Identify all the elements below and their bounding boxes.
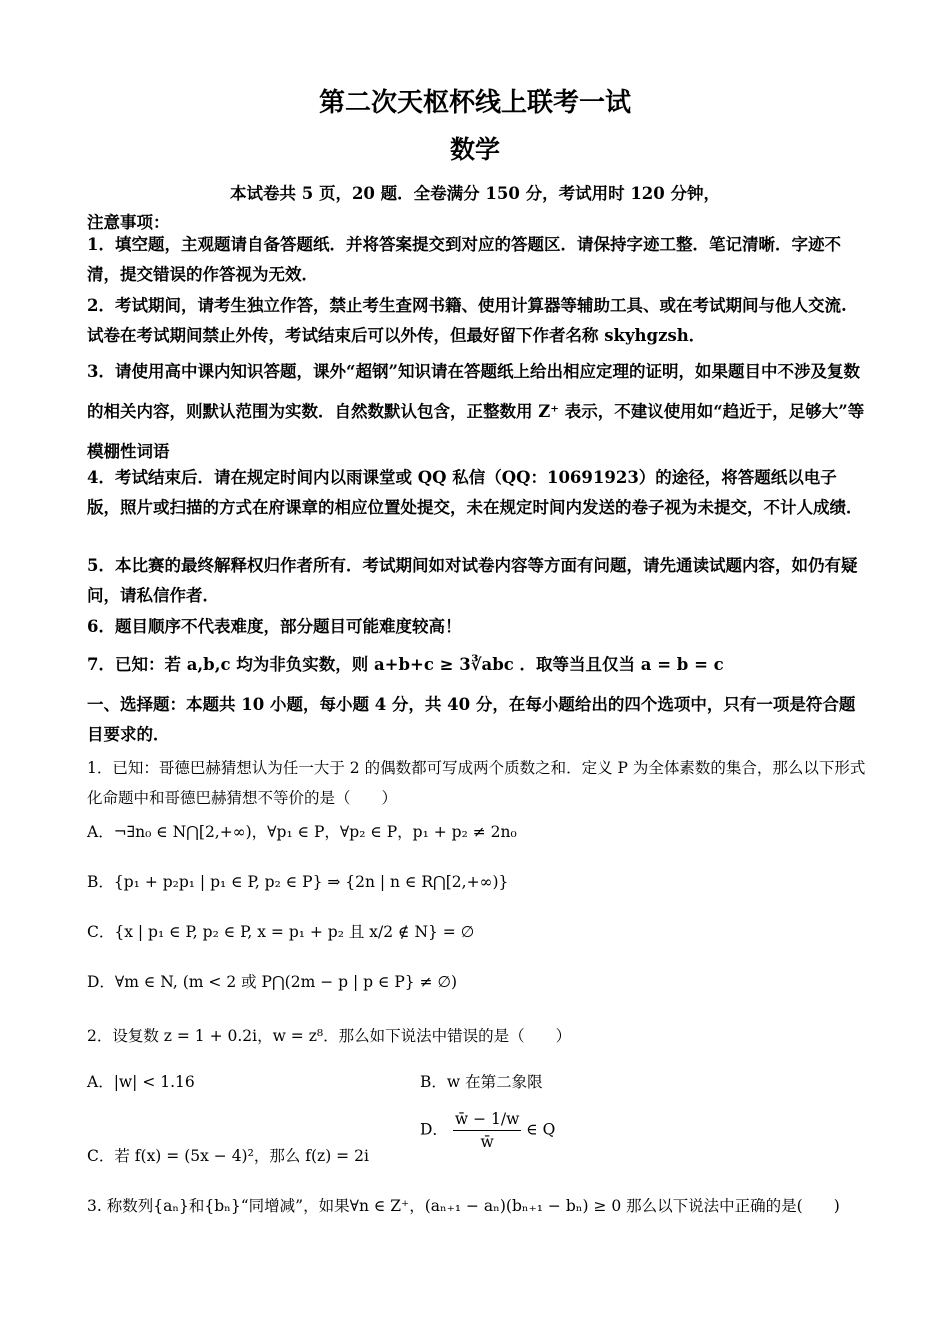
notice-3: 3．请使用高中课内知识答题，课外“超钢”知识请在答题纸上给出相应定理的证明，如果题目中不涉及复数的相关内容，则默认范围为实数．自然数默认包含，正整数用 Z⁺ 表示，不建议使用如“趋近于，足够大”等模棚性词语 <box>87 362 865 461</box>
question-2-option-b: B．w 在第二象限 <box>420 1073 543 1091</box>
notice-6: 6．题目顺序不代表难度，部分题目可能难度较高！ <box>87 617 462 636</box>
question-2-option-d-tail: ∈ Q <box>526 1120 556 1139</box>
notice-1: 1．填空题，主观题请自备答题纸．并将答案提交到对应的答题区．请保持字迹工整．笔记清晰．字迹不清，提交错误的作答视为无效． <box>87 235 841 284</box>
notice-heading: 注意事项： <box>87 213 170 232</box>
question-1-option-d: D．∀m ∈ N, (m < 2 或 P⋂(2m − p | p ∈ P} ≠ ∅) <box>87 973 458 991</box>
notice-2: 2．考试期间，请考生独立作答，禁止考生查网书籍、使用计算器等辅助工具、或在考试期间与他人交流. 试卷在考试期间禁止外传，考试结束后可以外传，但最好留下作者名称 skyhgzsh． <box>87 296 847 345</box>
question-2-option-d <box>420 1108 555 1153</box>
question-2-stem: 2．设复数 z = 1 + 0.2i，w = z⁸．那么如下说法中错误的是（ ） <box>87 1027 572 1045</box>
notice-5: 5．本比赛的最终解释权归作者所有．考试期间如对试卷内容等方面有问题，请先通读试题内容，如仍有疑问，请私信作者． <box>87 556 858 605</box>
notice-7: 7．已知：若 a,b,c 均为非负实数，则 a+b+c ≥ 3∛abc ．取等当且仅当 a = b = c <box>87 655 724 674</box>
question-1-option-a: A．¬∃n₀ ∈ N⋂[2,+∞)，∀p₁ ∈ P，∀p₂ ∈ P，p₁ + p₂ ≠ 2n₀ <box>87 823 517 841</box>
question-1-stem: 1．已知：哥德巴赫猜想认为任一大于 2 的偶数都可写成两个质数之和．定义 P 为全体素数的集合，那么以下形式化命题中和哥德巴赫猜想不等价的是（ ） <box>87 759 866 807</box>
notice-4: 4．考试结束后．请在规定时间内以雨课堂或 QQ 私信（QQ：10691923）的途径，将答题纸以电子版，照片或扫描的方式在府课章的相应位置处提交，未在规定时间内发送的卷子视为未提交，不计人成绩． <box>87 468 863 517</box>
question-2-option-c: C．若 f(x) = (5x − 4)²，那么 f(z) = 2i <box>87 1147 369 1165</box>
question-1-option-c: C．{x | p₁ ∈ P, p₂ ∈ P, x = p₁ + p₂ 且 x/2 ∉ N} = ∅ <box>87 923 475 941</box>
question-1-option-b: B．{p₁ + p₂p₁ | p₁ ∈ P, p₂ ∈ P} ⇒ {2n | n ∈ R⋂[2,+∞)} <box>87 873 509 891</box>
question-2-option-a: A．|w| < 1.16 <box>87 1073 195 1091</box>
exam-subject: 数学 <box>449 135 500 164</box>
question-2-option-d-label: D． <box>420 1120 448 1139</box>
fraction-numerator: w̄ − 1/w <box>453 1108 521 1131</box>
question-2-option-d-fraction <box>453 1108 521 1153</box>
exam-intro: 本试卷共 5 页，20 题．全卷满分 150 分，考试用时 120 分钟， <box>229 184 721 203</box>
section-heading: 一、选择题：本题共 10 小题，每小题 4 分，共 40 分，在每小题给出的四个选项中，只有一项是符合题目要求的． <box>87 695 856 744</box>
fraction-denominator: w̄ <box>480 1133 494 1151</box>
question-3-stem: 3. 称数列{aₙ}和{bₙ}“同增减”，如果∀n ∈ Z⁺，(aₙ₊₁ − aₙ)(bₙ₊₁ − bₙ) ≥ 0 那么以下说法中正确的是( ) <box>87 1197 840 1215</box>
exam-title: 第二次天枢杯线上联考一试 <box>318 88 631 118</box>
